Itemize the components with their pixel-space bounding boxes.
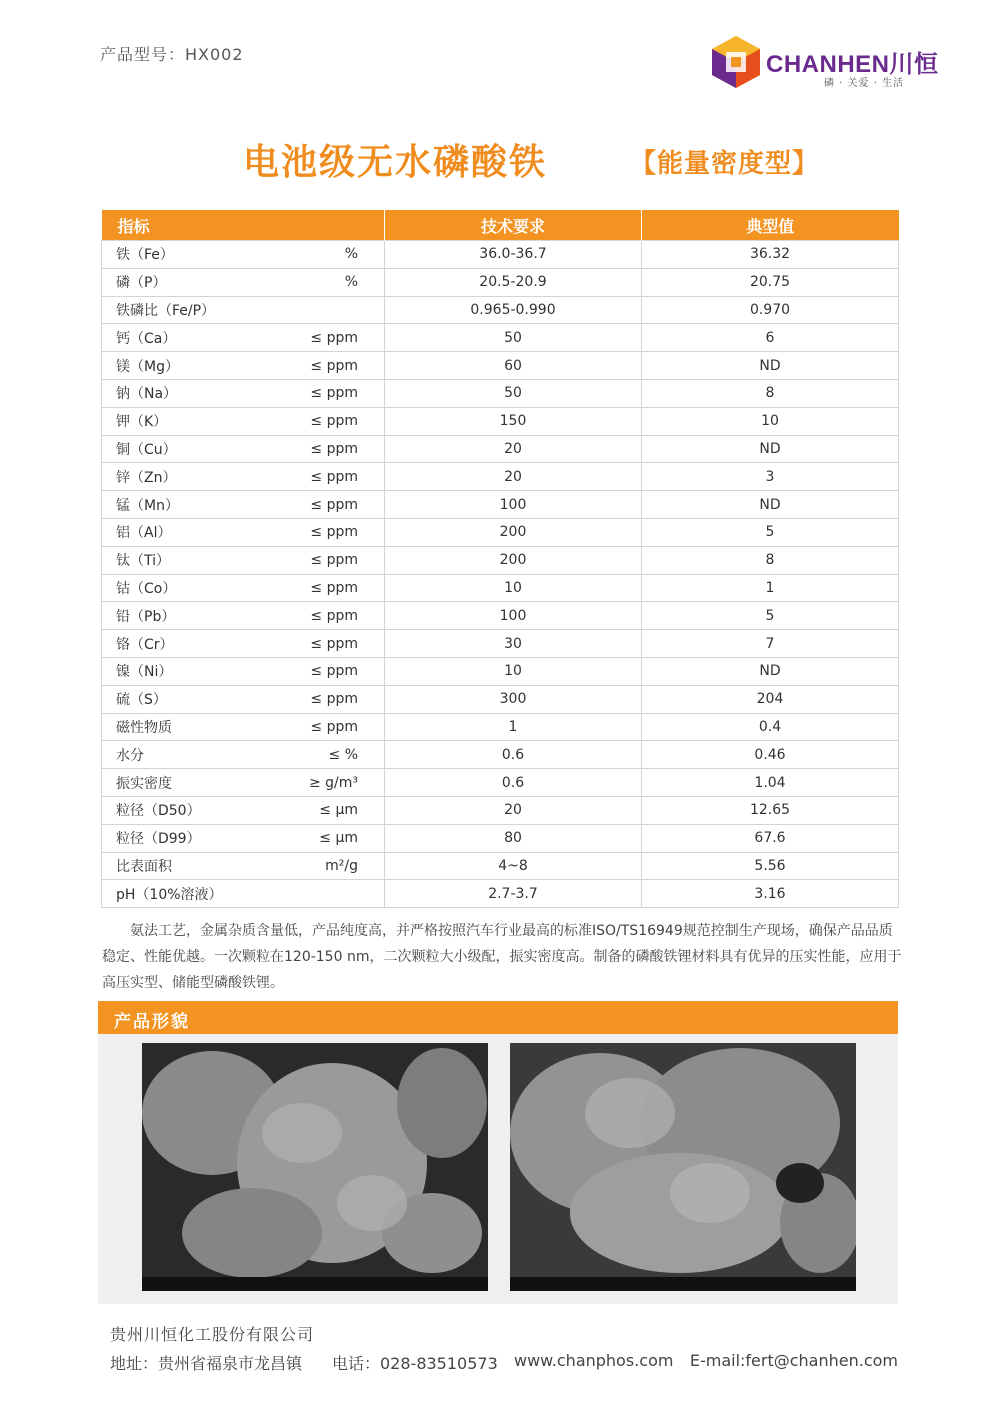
typical-cell: 12.65: [642, 796, 899, 824]
requirement-cell: 2.7-3.7: [385, 880, 642, 908]
typical-cell: 8: [642, 379, 899, 407]
requirement-cell: 300: [385, 685, 642, 713]
table-row: [102, 435, 899, 463]
indicator-name: 钙（Ca）: [116, 330, 177, 347]
website-link[interactable]: www.chanphos.com: [514, 1351, 674, 1370]
table-row: [102, 852, 899, 880]
requirement-cell: 200: [385, 518, 642, 546]
sem-image-2: [510, 1043, 856, 1291]
indicator-unit: ≤ ppm: [310, 413, 358, 430]
indicator-unit: ≤ ppm: [310, 718, 358, 735]
section-title: 产品形貌: [114, 1012, 190, 1032]
indicator-cell: [102, 435, 385, 463]
indicator-name: 比表面积: [116, 858, 172, 875]
requirement-cell: 200: [385, 546, 642, 574]
table-row: [102, 491, 899, 519]
typical-cell: 10: [642, 407, 899, 435]
indicator-unit: ≤ ppm: [310, 663, 358, 680]
table-row: [102, 463, 899, 491]
requirement-cell: 100: [385, 491, 642, 519]
indicator-unit: ≤ ppm: [310, 691, 358, 708]
table-row: [102, 685, 899, 713]
typical-cell: ND: [642, 491, 899, 519]
indicator-cell: [102, 824, 385, 852]
typical-cell: 7: [642, 630, 899, 658]
brand-cn: 川恒: [889, 50, 939, 78]
indicator-name: 铅（Pb）: [116, 608, 176, 625]
indicator-cell: [102, 352, 385, 380]
indicator-name: 钾（K）: [116, 414, 168, 431]
table-row: [102, 796, 899, 824]
requirement-cell: 0.6: [385, 741, 642, 769]
typical-cell: ND: [642, 352, 899, 380]
indicator-unit: ≤ μm: [319, 802, 358, 819]
indicator-unit: ≤ ppm: [310, 635, 358, 652]
indicator-cell: [102, 241, 385, 269]
typical-cell: 204: [642, 685, 899, 713]
indicator-name: 铬（Cr）: [116, 636, 174, 653]
indicator-name: 铝（Al）: [116, 525, 172, 542]
requirement-cell: 20: [385, 463, 642, 491]
table-body: [102, 241, 899, 908]
indicator-cell: [102, 546, 385, 574]
indicator-cell: [102, 852, 385, 880]
indicator-cell: [102, 407, 385, 435]
requirement-cell: 100: [385, 602, 642, 630]
table-row: [102, 268, 899, 296]
table-row: [102, 546, 899, 574]
requirement-cell: 20.5-20.9: [385, 268, 642, 296]
indicator-cell: [102, 268, 385, 296]
table-row: [102, 574, 899, 602]
typical-cell: 6: [642, 324, 899, 352]
typical-cell: 3.16: [642, 880, 899, 908]
indicator-name: 铜（Cu）: [116, 441, 177, 458]
requirement-cell: 80: [385, 824, 642, 852]
table-header-row: [102, 210, 899, 241]
company-name: 贵州川恒化工股份有限公司: [110, 1325, 315, 1344]
typical-cell: 1.04: [642, 769, 899, 797]
typical-cell: ND: [642, 435, 899, 463]
section-header-bar: [98, 1001, 898, 1034]
typical-cell: 5.56: [642, 852, 899, 880]
address: 地址：贵州省福泉市龙昌镇: [110, 1354, 303, 1373]
typical-cell: 67.6: [642, 824, 899, 852]
requirement-cell: 60: [385, 352, 642, 380]
requirement-cell: 4~8: [385, 852, 642, 880]
indicator-name: pH（10%溶液）: [116, 886, 223, 903]
indicator-cell: [102, 491, 385, 519]
indicator-cell: [102, 324, 385, 352]
indicator-unit: ≤ %: [328, 746, 358, 763]
indicator-cell: [102, 296, 385, 324]
indicator-unit: ≥ g/m³: [308, 774, 358, 791]
table-row: [102, 769, 899, 797]
table-row: [102, 630, 899, 658]
indicator-cell: [102, 880, 385, 908]
brand-en: CHANHEN: [766, 51, 890, 78]
table-row: [102, 518, 899, 546]
typical-cell: 3: [642, 463, 899, 491]
requirement-cell: 30: [385, 630, 642, 658]
table-row: [102, 324, 899, 352]
requirement-cell: 0.6: [385, 769, 642, 797]
indicator-name: 镍（Ni）: [116, 664, 173, 681]
email-link[interactable]: E-mail:fert@chanhen.com: [689, 1351, 898, 1370]
indicator-unit: ≤ ppm: [310, 552, 358, 569]
typical-cell: 20.75: [642, 268, 899, 296]
indicator-name: 锰（Mn）: [116, 497, 179, 514]
indicator-unit: ≤ ppm: [310, 385, 358, 402]
indicator-unit: %: [344, 246, 358, 263]
table-row: [102, 880, 899, 908]
product-model: 产品型号：HX002: [100, 45, 244, 64]
indicator-unit: ≤ ppm: [310, 357, 358, 374]
requirement-cell: 150: [385, 407, 642, 435]
table-row: [102, 657, 899, 685]
indicator-cell: [102, 630, 385, 658]
indicator-cell: [102, 769, 385, 797]
table-row: [102, 379, 899, 407]
header-typical: 典型值: [642, 210, 899, 241]
indicator-cell: [102, 463, 385, 491]
page-subtitle: 【能量密度型】: [630, 149, 820, 179]
indicator-name: 钠（Na）: [116, 386, 178, 403]
page-title: 电池级无水磷酸铁: [243, 142, 548, 183]
requirement-cell: 50: [385, 324, 642, 352]
indicator-name: 钛（Ti）: [116, 553, 171, 570]
header-requirement: 技术要求: [385, 210, 642, 241]
indicator-name: 硫（S）: [116, 692, 167, 709]
indicator-cell: [102, 518, 385, 546]
logo-hexagon-icon: [710, 34, 762, 90]
indicator-name: 粒径（D50）: [116, 803, 201, 820]
table-row: [102, 407, 899, 435]
indicator-unit: ≤ ppm: [310, 496, 358, 513]
table-row: [102, 713, 899, 741]
indicator-unit: ≤ ppm: [310, 440, 358, 457]
indicator-unit: ≤ ppm: [310, 329, 358, 346]
requirement-cell: 20: [385, 435, 642, 463]
header-indicator: 指标: [102, 210, 385, 241]
typical-cell: 0.970: [642, 296, 899, 324]
typical-cell: 8: [642, 546, 899, 574]
product-description: 氨法工艺，金属杂质含量低，产品纯度高，并严格按照汽车行业最高的标准ISO/TS16949规范控制生产现场，确保产品品质稳定、性能优越。一次颗粒在120-150 nm，二次颗粒大小级配，振实密度高。制备的磷酸铁锂材料具有优异的压实性能，应用于高压实型、储能型磷酸铁锂。: [102, 923, 902, 991]
indicator-cell: [102, 685, 385, 713]
requirement-cell: 1: [385, 713, 642, 741]
indicator-cell: [102, 602, 385, 630]
table-row: [102, 824, 899, 852]
typical-cell: 1: [642, 574, 899, 602]
requirement-cell: 10: [385, 574, 642, 602]
table-row: [102, 241, 899, 269]
indicator-cell: [102, 741, 385, 769]
indicator-unit: ≤ μm: [319, 830, 358, 847]
indicator-unit: m²/g: [325, 857, 358, 874]
table-row: [102, 602, 899, 630]
table-row: [102, 741, 899, 769]
indicator-name: 粒径（D99）: [116, 831, 201, 848]
indicator-unit: ≤ ppm: [310, 468, 358, 485]
indicator-unit: ≤ ppm: [310, 524, 358, 541]
indicator-cell: [102, 713, 385, 741]
typical-cell: 36.32: [642, 241, 899, 269]
indicator-cell: [102, 796, 385, 824]
slogan: 磷 · 关爱 · 生活: [824, 78, 905, 89]
typical-cell: 5: [642, 518, 899, 546]
requirement-cell: 20: [385, 796, 642, 824]
requirement-cell: 10: [385, 657, 642, 685]
company-logo: [710, 34, 960, 90]
indicator-name: 镁（Mg）: [116, 358, 179, 375]
indicator-name: 铁磷比（Fe/P）: [116, 302, 216, 319]
phone: 电话：028-83510573: [332, 1354, 498, 1373]
typical-cell: 5: [642, 602, 899, 630]
typical-cell: 0.4: [642, 713, 899, 741]
indicator-cell: [102, 657, 385, 685]
sem-image-1: [142, 1043, 488, 1291]
table-row: [102, 296, 899, 324]
indicator-name: 锌（Zn）: [116, 469, 177, 486]
requirement-cell: 36.0-36.7: [385, 241, 642, 269]
indicator-name: 磁性物质: [116, 719, 172, 736]
table-row: [102, 352, 899, 380]
typical-cell: 0.46: [642, 741, 899, 769]
indicator-name: 振实密度: [116, 775, 172, 792]
indicator-unit: %: [344, 274, 358, 291]
indicator-cell: [102, 379, 385, 407]
indicator-name: 磷（P）: [116, 275, 167, 292]
typical-cell: ND: [642, 657, 899, 685]
indicator-unit: ≤ ppm: [310, 579, 358, 596]
requirement-cell: 50: [385, 379, 642, 407]
indicator-name: 铁（Fe）: [116, 247, 174, 264]
spec-table: [101, 210, 899, 908]
indicator-cell: [102, 574, 385, 602]
indicator-unit: ≤ ppm: [310, 607, 358, 624]
requirement-cell: 0.965-0.990: [385, 296, 642, 324]
indicator-name: 钴（Co）: [116, 580, 177, 597]
morphology-section: [98, 1001, 898, 1304]
indicator-name: 水分: [116, 747, 144, 764]
